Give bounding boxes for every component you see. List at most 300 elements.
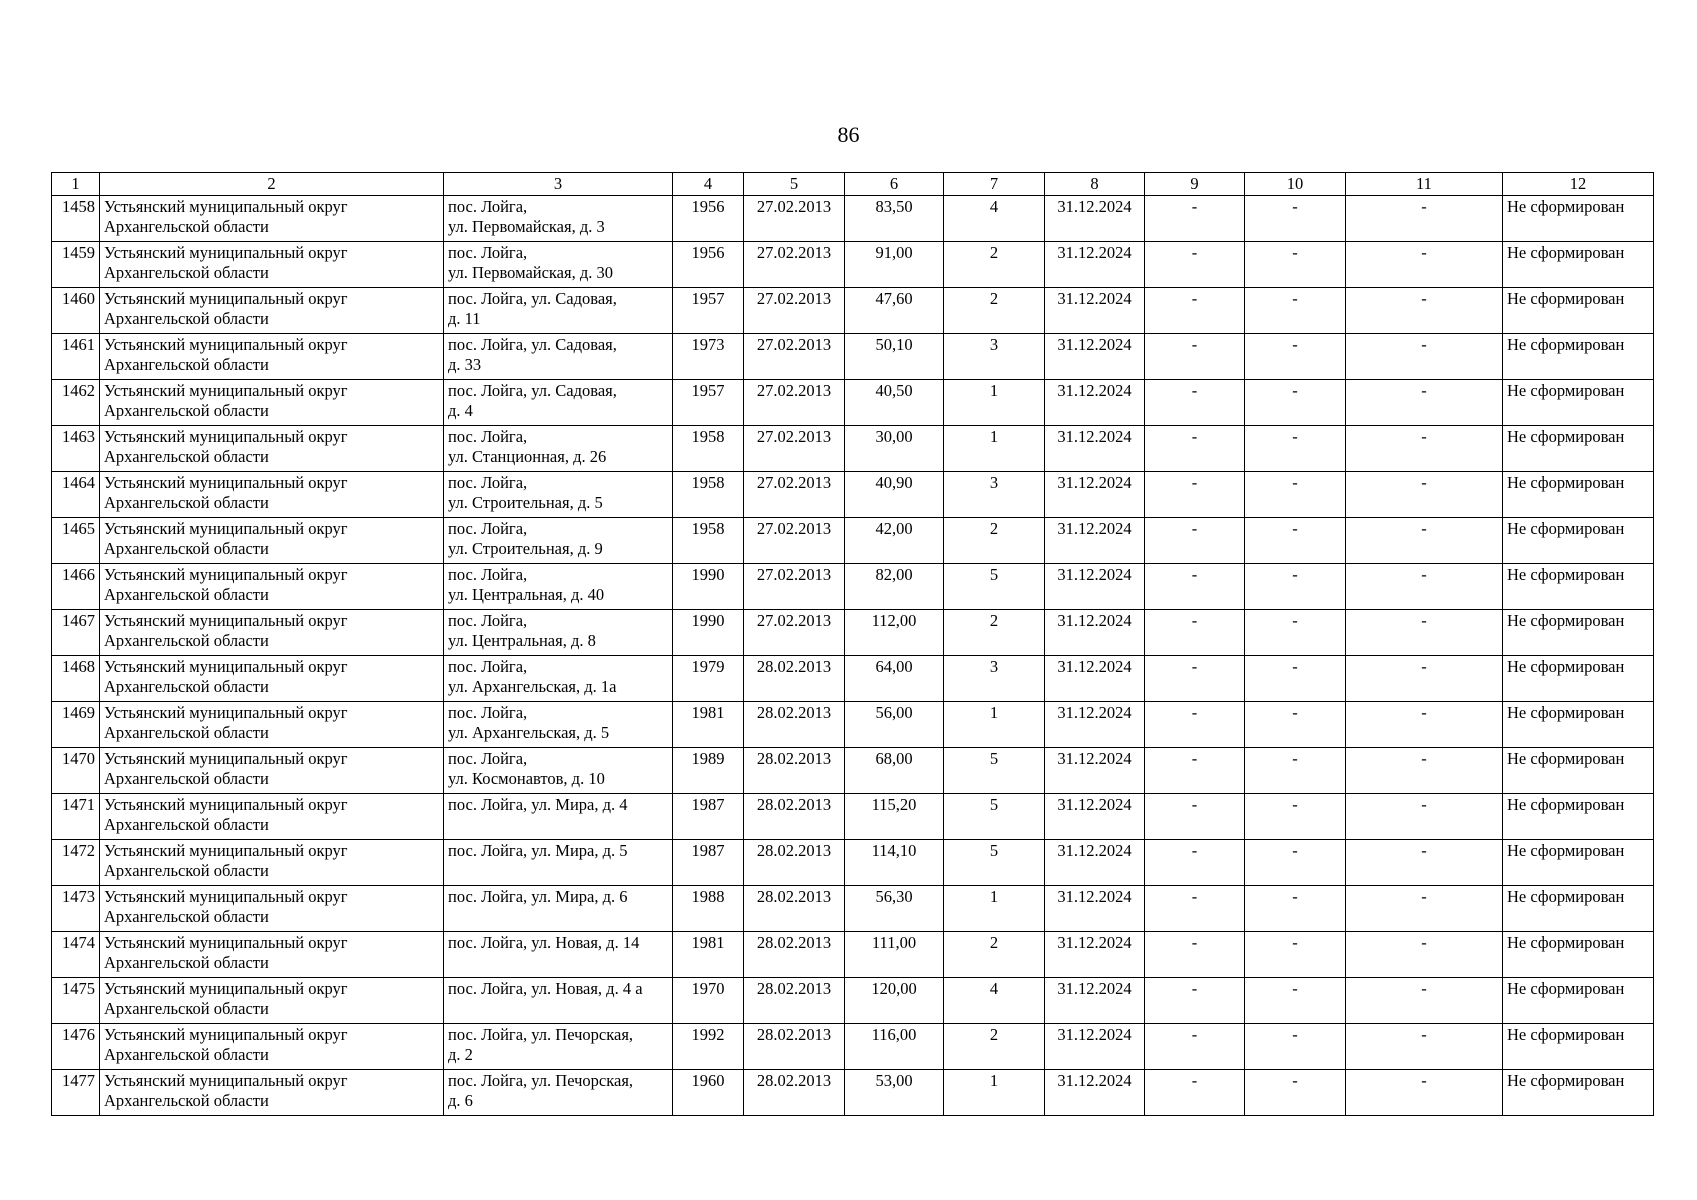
cell-status: [1503, 656, 1654, 702]
cell-area-line-1: 30,00: [875, 427, 913, 446]
cell-date-line-1: 28.02.2013: [756, 795, 832, 814]
cell-area: [845, 334, 944, 380]
cell-deadline: [1045, 1024, 1145, 1070]
cell-area-line-1: 116,00: [871, 1025, 917, 1044]
cell-col10-line-1: -: [1292, 933, 1298, 952]
cell-col10-line-1: -: [1292, 519, 1298, 538]
cell-status: [1503, 242, 1654, 288]
cell-address-line-1: пос. Лойга, ул. Садовая,: [448, 335, 617, 354]
cell-year-line-1: 1973: [691, 335, 725, 354]
cell-col11: [1346, 794, 1503, 840]
cell-date: [744, 840, 845, 886]
cell-year: [673, 840, 744, 886]
cell-col10: [1245, 242, 1346, 288]
cell-area: [845, 656, 944, 702]
cell-row-number-line-1: 1464: [62, 473, 95, 492]
cell-date-line-1: 28.02.2013: [756, 749, 832, 768]
cell-area: [845, 1024, 944, 1070]
cell-owner-line-2: Архангельской области: [104, 677, 269, 696]
cell-address: [444, 656, 673, 702]
cell-col9-line-1: -: [1191, 335, 1198, 354]
cell-status: [1503, 1070, 1654, 1116]
column-header: 3: [444, 173, 673, 196]
page-number: 86: [837, 122, 860, 147]
cell-owner-line-1: Устьянский муниципальный округ: [104, 335, 348, 354]
cell-deadline-line-1: 31.12.2024: [1057, 519, 1132, 538]
cell-status-line-1: Не сформирован: [1507, 243, 1625, 262]
cell-col11: [1346, 196, 1503, 242]
cell-deadline: [1045, 196, 1145, 242]
cell-persons: [944, 564, 1045, 610]
cell-year-line-1: 1960: [691, 1071, 725, 1090]
cell-owner-line-1: Устьянский муниципальный округ: [104, 795, 348, 814]
cell-status: [1503, 472, 1654, 518]
cell-row-number-line-1: 1475: [62, 979, 95, 998]
cell-row-number-line-1: 1461: [62, 335, 95, 354]
cell-col10-line-1: -: [1292, 289, 1298, 308]
cell-col9: [1145, 656, 1245, 702]
cell-persons: [944, 978, 1045, 1024]
cell-col10: [1245, 978, 1346, 1024]
cell-owner-line-2: Архангельской области: [104, 953, 269, 972]
cell-col10: [1245, 426, 1346, 472]
cell-row-number: [52, 656, 100, 702]
cell-persons: [944, 610, 1045, 656]
cell-col11-line-1: -: [1421, 289, 1427, 308]
cell-deadline-line-1: 31.12.2024: [1057, 749, 1132, 768]
cell-col9-line-1: -: [1191, 1071, 1198, 1090]
cell-status: [1503, 702, 1654, 748]
cell-col11: [1346, 1024, 1503, 1070]
cell-area: [845, 472, 944, 518]
cell-address-line-1: пос. Лойга, ул. Новая, д. 14: [448, 933, 640, 952]
cell-date-line-1: 27.02.2013: [756, 427, 832, 446]
cell-col9-line-1: -: [1191, 611, 1198, 630]
column-header: 9: [1145, 173, 1245, 196]
cell-address: [444, 840, 673, 886]
cell-year-line-1: 1957: [691, 289, 725, 308]
cell-deadline: [1045, 748, 1145, 794]
cell-owner-line-1: Устьянский муниципальный округ: [104, 289, 348, 308]
cell-area-line-1: 47,60: [875, 289, 913, 308]
cell-address-line-2: ул. Центральная, д. 8: [448, 631, 596, 650]
cell-col10-line-1: -: [1292, 473, 1298, 492]
cell-persons-line-1: 5: [989, 565, 999, 584]
cell-area: [845, 426, 944, 472]
cell-year: [673, 748, 744, 794]
cell-date: [744, 242, 845, 288]
cell-area-line-1: 114,10: [871, 841, 917, 860]
cell-owner-line-2: Архангельской области: [104, 815, 269, 834]
cell-address-line-1: пос. Лойга, ул. Садовая,: [448, 381, 617, 400]
cell-col11: [1346, 380, 1503, 426]
cell-status: [1503, 426, 1654, 472]
cell-deadline-line-1: 31.12.2024: [1057, 1025, 1132, 1044]
cell-owner-line-2: Архангельской области: [104, 907, 269, 926]
cell-status: [1503, 794, 1654, 840]
cell-owner-line-1: Устьянский муниципальный округ: [104, 749, 348, 768]
cell-status: [1503, 564, 1654, 610]
cell-col9: [1145, 794, 1245, 840]
cell-row-number-line-1: 1465: [62, 519, 95, 538]
cell-status-line-1: Не сформирован: [1507, 887, 1625, 906]
cell-row-number-line-1: 1474: [62, 933, 95, 952]
cell-row-number: [52, 196, 100, 242]
cell-year: [673, 242, 744, 288]
cell-year-line-1: 1989: [691, 749, 725, 768]
cell-date: [744, 472, 845, 518]
cell-col9-line-1: -: [1191, 703, 1198, 722]
cell-col9: [1145, 426, 1245, 472]
table-row: [52, 1024, 1654, 1070]
cell-area: [845, 932, 944, 978]
cell-col11: [1346, 518, 1503, 564]
cell-row-number-line-1: 1476: [62, 1025, 95, 1044]
cell-deadline-line-1: 31.12.2024: [1057, 703, 1132, 722]
table-row: [52, 978, 1654, 1024]
cell-date-line-1: 27.02.2013: [756, 519, 832, 538]
cell-date-line-1: 27.02.2013: [756, 335, 832, 354]
column-header: 2: [100, 173, 444, 196]
cell-date: [744, 518, 845, 564]
cell-year: [673, 334, 744, 380]
cell-year-line-1: 1956: [691, 243, 725, 262]
cell-address-line-2: д. 11: [448, 309, 481, 328]
cell-year: [673, 1024, 744, 1070]
cell-col11: [1346, 242, 1503, 288]
cell-persons-line-1: 1: [989, 381, 999, 400]
cell-col9-line-1: -: [1191, 1025, 1198, 1044]
cell-status-line-1: Не сформирован: [1507, 611, 1625, 630]
cell-area: [845, 794, 944, 840]
cell-date-line-1: 27.02.2013: [756, 611, 832, 630]
cell-owner-line-2: Архангельской области: [104, 263, 269, 282]
cell-col10: [1245, 656, 1346, 702]
cell-owner: [100, 196, 444, 242]
cell-address: [444, 288, 673, 334]
cell-address: [444, 932, 673, 978]
cell-address-line-1: пос. Лойга, ул. Мира, д. 6: [448, 887, 628, 906]
cell-row-number-line-1: 1458: [62, 197, 95, 216]
cell-status: [1503, 380, 1654, 426]
cell-status-line-1: Не сформирован: [1507, 979, 1625, 998]
cell-area-line-1: 68,00: [875, 749, 913, 768]
cell-status-line-1: Не сформирован: [1507, 381, 1625, 400]
cell-address: [444, 794, 673, 840]
cell-col10: [1245, 334, 1346, 380]
cell-row-number: [52, 794, 100, 840]
cell-row-number-line-1: 1477: [62, 1071, 95, 1090]
cell-deadline: [1045, 702, 1145, 748]
cell-col11: [1346, 702, 1503, 748]
table-row: [52, 242, 1654, 288]
cell-col11-line-1: -: [1421, 979, 1427, 998]
cell-owner-line-1: Устьянский муниципальный округ: [104, 887, 348, 906]
cell-status-line-1: Не сформирован: [1507, 335, 1625, 354]
cell-col11-line-1: -: [1421, 795, 1427, 814]
cell-date-line-1: 27.02.2013: [756, 381, 832, 400]
cell-row-number: [52, 978, 100, 1024]
cell-persons-line-1: 2: [989, 289, 999, 308]
cell-col9: [1145, 380, 1245, 426]
cell-owner-line-1: Устьянский муниципальный округ: [104, 703, 348, 722]
cell-year: [673, 932, 744, 978]
cell-address: [444, 472, 673, 518]
cell-address: [444, 610, 673, 656]
cell-persons-line-1: 4: [989, 197, 999, 216]
cell-address: [444, 518, 673, 564]
cell-address: [444, 702, 673, 748]
cell-address-line-2: д. 2: [448, 1045, 473, 1064]
cell-persons-line-1: 3: [989, 657, 999, 676]
cell-persons: [944, 656, 1045, 702]
cell-persons-line-1: 1: [989, 427, 999, 446]
cell-col11: [1346, 886, 1503, 932]
cell-persons-line-1: 5: [989, 841, 999, 860]
cell-col9-line-1: -: [1191, 565, 1198, 584]
table-row: [52, 840, 1654, 886]
cell-year: [673, 380, 744, 426]
cell-year-line-1: 1958: [691, 427, 725, 446]
cell-year: [673, 794, 744, 840]
cell-row-number: [52, 1024, 100, 1070]
cell-date-line-1: 27.02.2013: [756, 243, 832, 262]
cell-year: [673, 886, 744, 932]
table-row: [52, 656, 1654, 702]
cell-persons: [944, 196, 1045, 242]
cell-address-line-2: ул. Центральная, д. 40: [448, 585, 605, 604]
cell-address: [444, 426, 673, 472]
cell-row-number: [52, 610, 100, 656]
cell-col10: [1245, 380, 1346, 426]
cell-address: [444, 380, 673, 426]
cell-col11-line-1: -: [1421, 381, 1427, 400]
cell-col9-line-1: -: [1191, 381, 1198, 400]
cell-owner-line-2: Архангельской области: [104, 493, 269, 512]
cell-owner: [100, 840, 444, 886]
cell-deadline: [1045, 288, 1145, 334]
cell-persons: [944, 334, 1045, 380]
cell-status-line-1: Не сформирован: [1507, 657, 1625, 676]
table-row: [52, 610, 1654, 656]
cell-owner-line-1: Устьянский муниципальный округ: [104, 519, 348, 538]
cell-address: [444, 886, 673, 932]
cell-area-line-1: 40,90: [875, 473, 913, 492]
column-header: 1: [52, 173, 100, 196]
cell-owner-line-2: Архангельской области: [104, 1045, 269, 1064]
cell-col10: [1245, 1070, 1346, 1116]
cell-status-line-1: Не сформирован: [1507, 1071, 1625, 1090]
cell-col11: [1346, 978, 1503, 1024]
table-row: [52, 794, 1654, 840]
cell-persons-line-1: 1: [989, 703, 999, 722]
cell-col9: [1145, 748, 1245, 794]
cell-owner: [100, 426, 444, 472]
cell-deadline-line-1: 31.12.2024: [1057, 657, 1132, 676]
cell-row-number: [52, 840, 100, 886]
cell-persons: [944, 748, 1045, 794]
cell-col11: [1346, 610, 1503, 656]
cell-year-line-1: 1990: [691, 565, 725, 584]
cell-date: [744, 334, 845, 380]
cell-col11-line-1: -: [1421, 197, 1427, 216]
cell-status: [1503, 334, 1654, 380]
cell-owner-line-2: Архангельской области: [104, 631, 269, 650]
cell-address: [444, 196, 673, 242]
cell-col9: [1145, 564, 1245, 610]
cell-persons: [944, 380, 1045, 426]
cell-date: [744, 656, 845, 702]
cell-date-line-1: 28.02.2013: [756, 979, 832, 998]
cell-area-line-1: 82,00: [875, 565, 913, 584]
cell-row-number: [52, 288, 100, 334]
cell-year: [673, 1070, 744, 1116]
cell-deadline: [1045, 1070, 1145, 1116]
cell-col10-line-1: -: [1292, 427, 1298, 446]
cell-year-line-1: 1987: [691, 841, 725, 860]
cell-address-line-1: пос. Лойга, ул. Садовая,: [448, 289, 617, 308]
table-row: [52, 288, 1654, 334]
cell-owner: [100, 702, 444, 748]
cell-col10-line-1: -: [1292, 197, 1298, 216]
cell-area-line-1: 115,20: [871, 795, 917, 814]
cell-deadline-line-1: 31.12.2024: [1057, 427, 1132, 446]
cell-row-number-line-1: 1460: [62, 289, 95, 308]
cell-status-line-1: Не сформирован: [1507, 427, 1625, 446]
cell-col10-line-1: -: [1292, 657, 1298, 676]
cell-area-line-1: 91,00: [875, 243, 913, 262]
cell-year-line-1: 1957: [691, 381, 725, 400]
cell-persons: [944, 242, 1045, 288]
cell-address-line-1: пос. Лойга,: [448, 611, 528, 630]
cell-col9: [1145, 1070, 1245, 1116]
cell-address-line-2: д. 33: [448, 355, 482, 374]
cell-col10-line-1: -: [1292, 1071, 1298, 1090]
cell-owner-line-1: Устьянский муниципальный округ: [104, 979, 348, 998]
cell-col9: [1145, 472, 1245, 518]
cell-col9-line-1: -: [1191, 289, 1198, 308]
cell-col9: [1145, 242, 1245, 288]
cell-date: [744, 610, 845, 656]
cell-row-number: [52, 380, 100, 426]
cell-deadline: [1045, 932, 1145, 978]
column-header: 6: [845, 173, 944, 196]
cell-owner-line-2: Архангельской области: [104, 585, 269, 604]
cell-col9-line-1: -: [1191, 841, 1198, 860]
cell-date-line-1: 27.02.2013: [756, 473, 832, 492]
cell-status-line-1: Не сформирован: [1507, 749, 1625, 768]
cell-persons-line-1: 1: [989, 887, 999, 906]
cell-status: [1503, 886, 1654, 932]
cell-col9-line-1: -: [1191, 427, 1198, 446]
cell-persons-line-1: 4: [989, 979, 999, 998]
cell-owner-line-2: Архангельской области: [104, 355, 269, 374]
cell-owner-line-1: Устьянский муниципальный округ: [104, 197, 348, 216]
cell-persons-line-1: 3: [989, 473, 999, 492]
cell-date-line-1: 28.02.2013: [756, 703, 832, 722]
cell-date: [744, 426, 845, 472]
cell-owner: [100, 564, 444, 610]
cell-col9: [1145, 702, 1245, 748]
cell-row-number-line-1: 1466: [62, 565, 95, 584]
cell-col11-line-1: -: [1421, 841, 1427, 860]
cell-col9-line-1: -: [1191, 795, 1198, 814]
cell-row-number-line-1: 1473: [62, 887, 95, 906]
cell-year: [673, 472, 744, 518]
cell-date: [744, 380, 845, 426]
cell-address-line-1: пос. Лойга, ул. Новая, д. 4 а: [448, 979, 643, 998]
cell-persons: [944, 472, 1045, 518]
cell-deadline: [1045, 380, 1145, 426]
cell-col10-line-1: -: [1292, 841, 1298, 860]
cell-date: [744, 978, 845, 1024]
cell-col10: [1245, 702, 1346, 748]
cell-owner: [100, 334, 444, 380]
cell-area-line-1: 56,30: [875, 887, 913, 906]
cell-persons: [944, 702, 1045, 748]
cell-date: [744, 564, 845, 610]
cell-persons: [944, 794, 1045, 840]
cell-date: [744, 288, 845, 334]
cell-deadline: [1045, 426, 1145, 472]
cell-row-number-line-1: 1469: [62, 703, 95, 722]
cell-date-line-1: 27.02.2013: [756, 565, 832, 584]
cell-deadline: [1045, 886, 1145, 932]
cell-persons-line-1: 2: [989, 519, 999, 538]
cell-col10: [1245, 794, 1346, 840]
cell-status-line-1: Не сформирован: [1507, 795, 1625, 814]
cell-date: [744, 886, 845, 932]
cell-persons-line-1: 5: [989, 749, 999, 768]
cell-deadline-line-1: 31.12.2024: [1057, 565, 1132, 584]
cell-area: [845, 242, 944, 288]
cell-owner: [100, 1024, 444, 1070]
cell-status: [1503, 978, 1654, 1024]
cell-area: [845, 1070, 944, 1116]
cell-col10-line-1: -: [1292, 335, 1298, 354]
cell-col10-line-1: -: [1292, 381, 1298, 400]
cell-deadline: [1045, 610, 1145, 656]
cell-col11: [1346, 840, 1503, 886]
cell-col10: [1245, 564, 1346, 610]
cell-col11-line-1: -: [1421, 427, 1427, 446]
cell-col10-line-1: -: [1292, 887, 1298, 906]
cell-owner: [100, 1070, 444, 1116]
cell-address: [444, 978, 673, 1024]
cell-date: [744, 1024, 845, 1070]
cell-persons-line-1: 2: [989, 933, 999, 952]
cell-owner-line-2: Архангельской области: [104, 769, 269, 788]
cell-row-number: [52, 748, 100, 794]
cell-area: [845, 196, 944, 242]
cell-area-line-1: 53,00: [875, 1071, 913, 1090]
cell-col9: [1145, 840, 1245, 886]
cell-status: [1503, 932, 1654, 978]
cell-deadline-line-1: 31.12.2024: [1057, 841, 1132, 860]
cell-row-number-line-1: 1459: [62, 243, 95, 262]
cell-col9: [1145, 886, 1245, 932]
cell-persons-line-1: 2: [989, 243, 999, 262]
cell-date-line-1: 28.02.2013: [756, 887, 832, 906]
cell-col11-line-1: -: [1421, 933, 1427, 952]
cell-owner: [100, 794, 444, 840]
cell-status: [1503, 518, 1654, 564]
cell-owner-line-2: Архангельской области: [104, 217, 269, 236]
cell-persons-line-1: 3: [989, 335, 999, 354]
cell-area: [845, 840, 944, 886]
cell-col11: [1346, 564, 1503, 610]
cell-row-number-line-1: 1468: [62, 657, 95, 676]
